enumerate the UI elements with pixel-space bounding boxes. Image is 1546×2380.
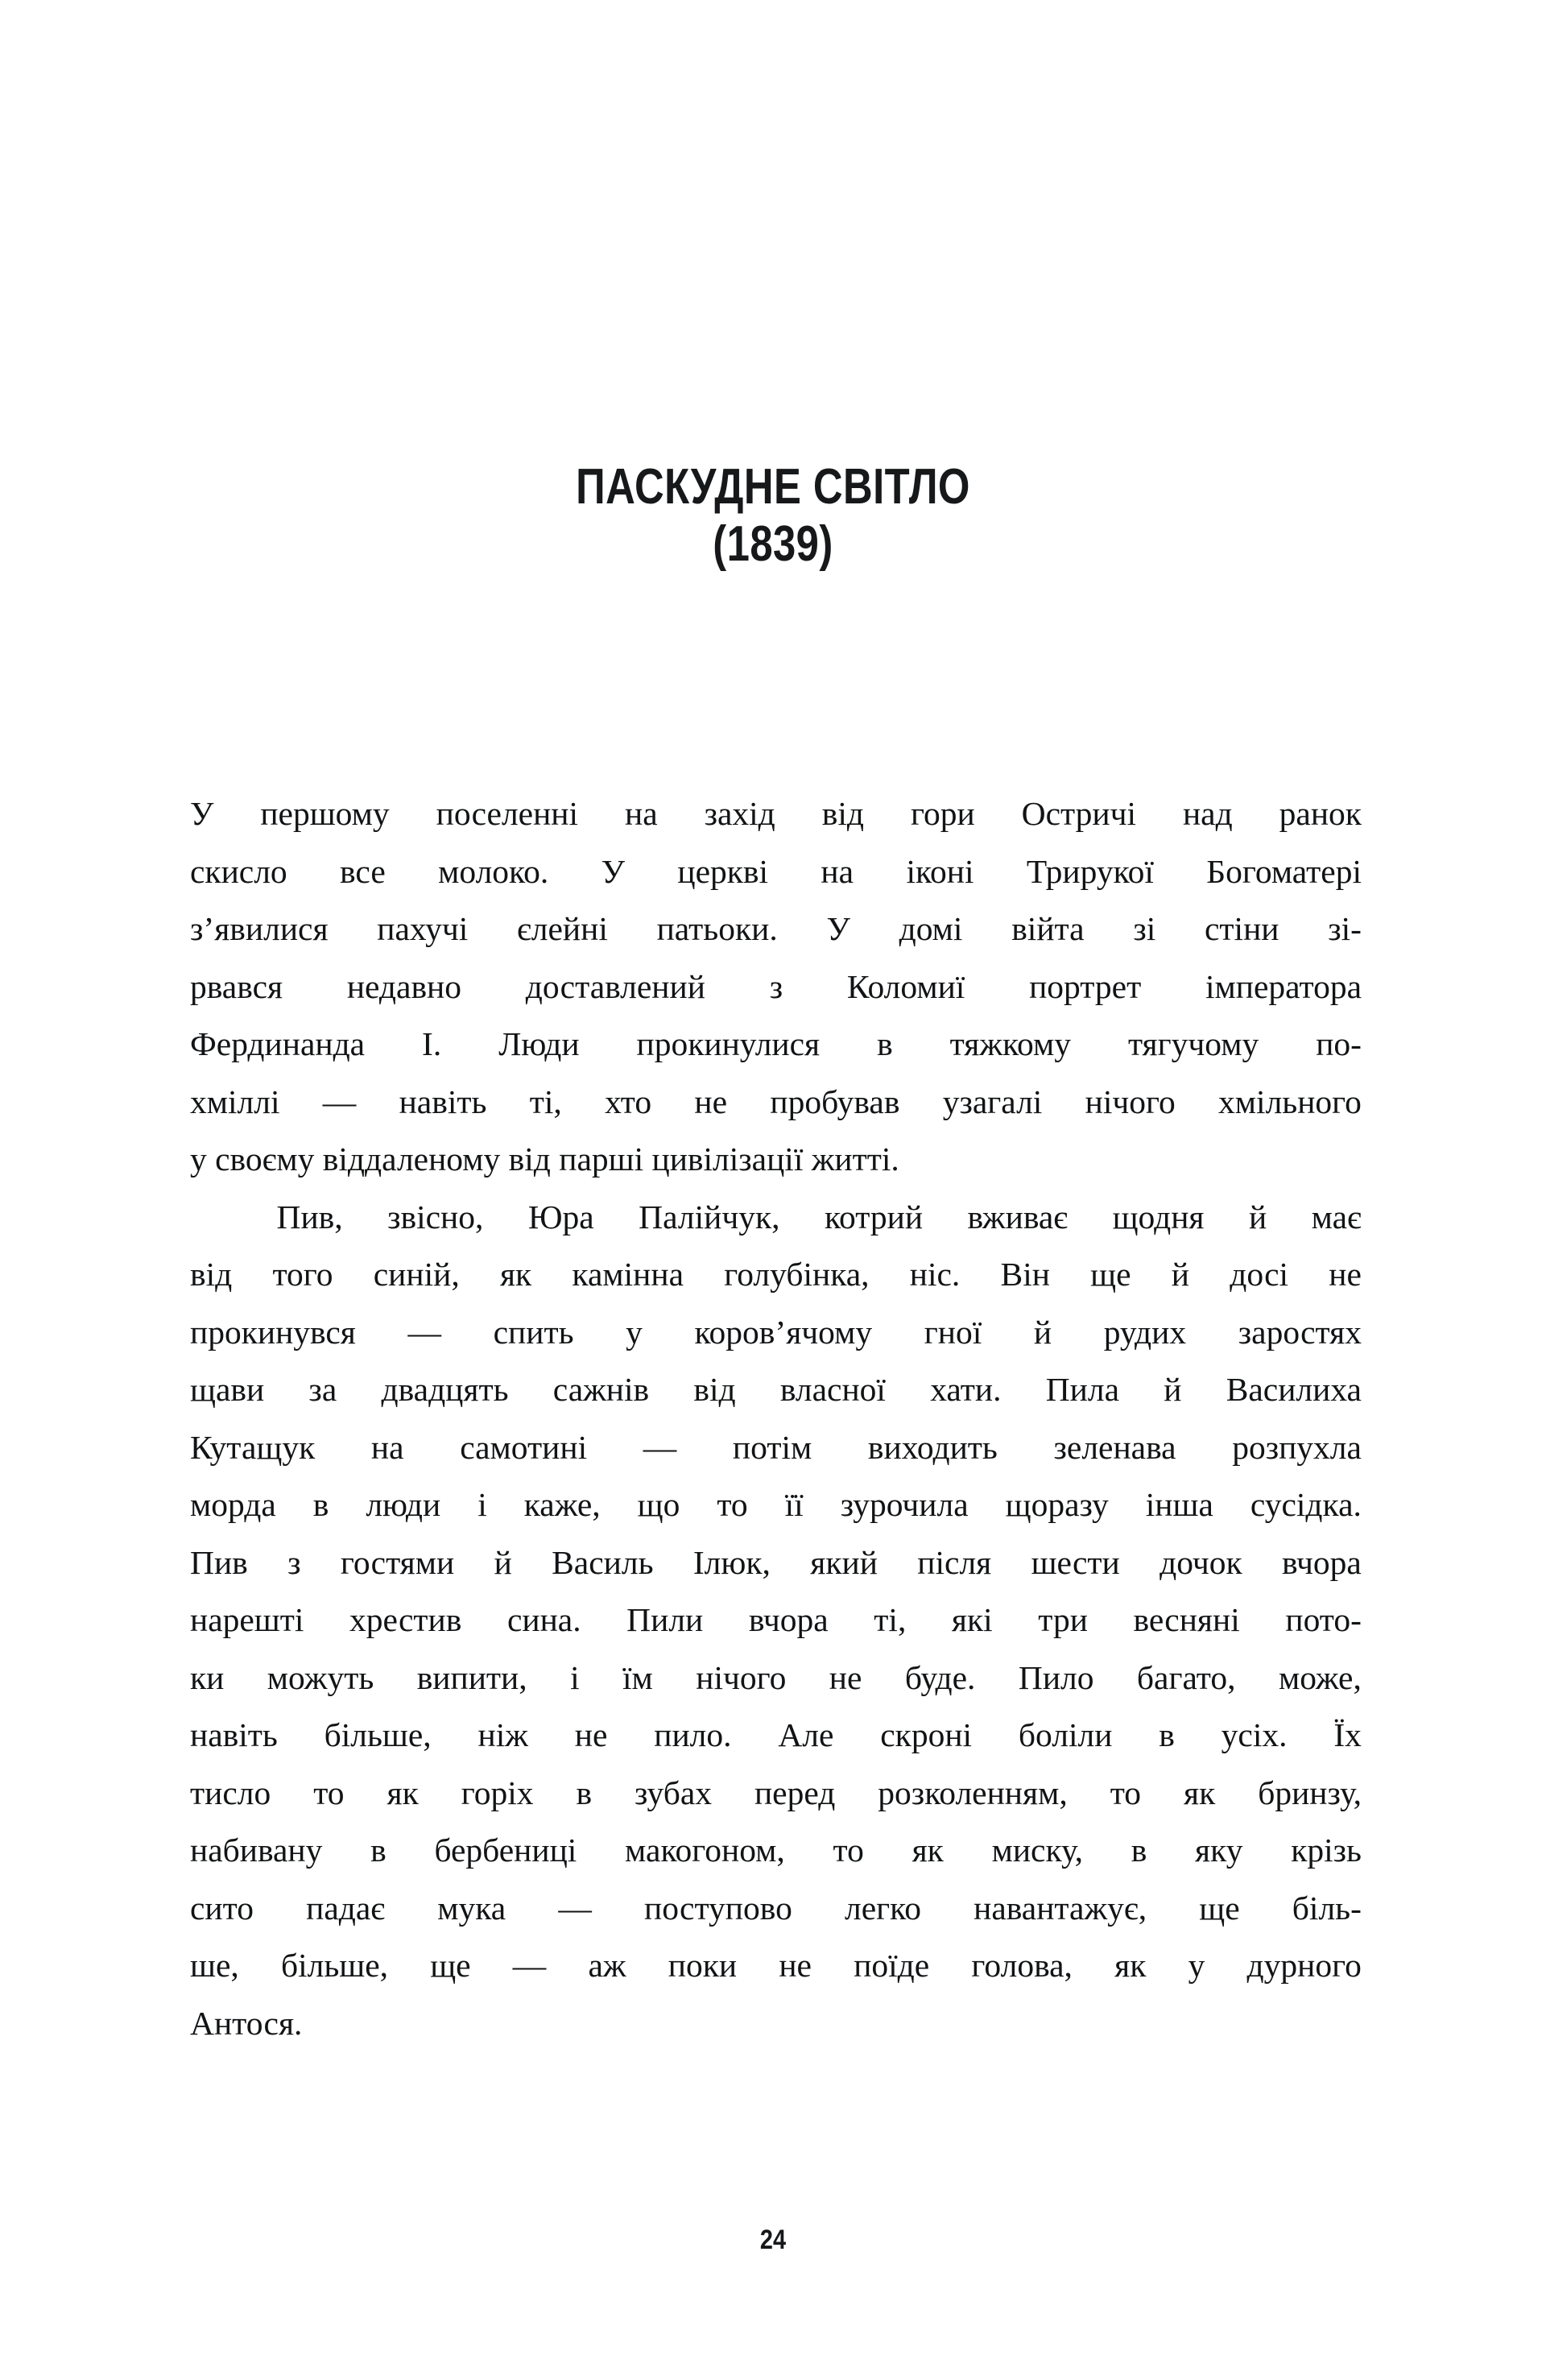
- text-line: Антося.: [190, 2004, 303, 2042]
- text-line: ки можуть випити, і їм нічого не буде. Пило багато, може,: [190, 1658, 1362, 1696]
- text-line: ше, більше, ще — аж поки не поїде голова, як у дурного: [190, 1947, 1362, 1984]
- text-line: хміллі — навіть ті, хто не пробував узагалі нічого хмільного: [190, 1082, 1362, 1120]
- text-line: Пив, звісно, Юра Палійчук, котрий вживає щодня й має: [276, 1198, 1362, 1236]
- text-line: Фердинанда I. Люди прокинулися в тяжкому тягучому по-: [190, 1025, 1362, 1062]
- body-text: [190, 785, 1362, 2052]
- text-line: набивану в бербениці макогоном, то як миску, в яку крізь: [190, 1832, 1362, 1869]
- text-line: тисло то як горіх в зубах перед розколенням, то як бринзу,: [190, 1774, 1362, 1811]
- text-line: прокинувся — спить у коров’ячому гної й рудих заростях: [190, 1313, 1362, 1351]
- text-line: від того синій, як камінна голубінка, ніс. Він ще й досі не: [190, 1256, 1362, 1293]
- text-line: нарешті хрестив сина. Пили вчора ті, які три весняні пото-: [190, 1601, 1362, 1638]
- text-line: щави за двадцять сажнів від власної хати. Пила й Василиха: [190, 1371, 1362, 1408]
- text-line: навіть більше, ніж не пило. Але скроні боліли в усіх. Їх: [190, 1716, 1362, 1753]
- page-number: 24: [759, 2225, 787, 2255]
- text-line: Пив з гостями й Василь Ілюк, який після шести дочок вчора: [190, 1543, 1362, 1581]
- text-line: з’явилися пахучі єлейні патьоки. У домі війта зі стіни зі-: [190, 910, 1362, 947]
- paragraph: [190, 1189, 1362, 2053]
- paragraph: [190, 785, 1362, 1189]
- chapter-header: [0, 461, 1546, 572]
- text-line: сито падає мука — поступово легко навантажує, ще біль-: [190, 1889, 1362, 1927]
- chapter-title: ПАСКУДНЕ СВІТЛО: [576, 459, 970, 515]
- text-line: У першому поселенні на захід від гори Остричі над ранок: [190, 795, 1362, 832]
- text-line: скисло все молоко. У церкві на іконі Трирукої Богоматері: [190, 852, 1362, 890]
- chapter-year: (1839): [713, 515, 833, 572]
- text-line: морда в люди і каже, що то її зурочила щоразу інша сусідка.: [190, 1486, 1362, 1523]
- text-line: у своєму віддаленому від парші цивілізації житті.: [190, 1140, 899, 1178]
- text-line: рвався недавно доставлений з Коломиї портрет імператора: [190, 967, 1362, 1005]
- text-line: Кутащук на самотині — потім виходить зеленава розпухла: [190, 1428, 1362, 1466]
